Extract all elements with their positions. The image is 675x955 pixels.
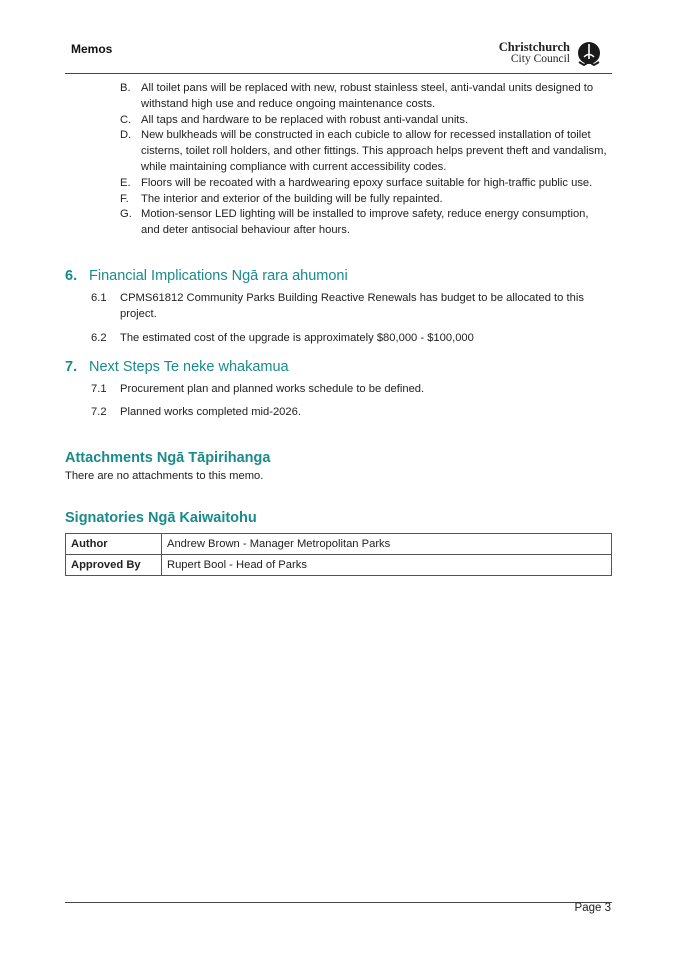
list-letter: D. [120,129,132,142]
list-item [120,192,610,208]
table-row [66,534,612,555]
list-item [120,113,610,129]
table-value: Rupert Bool - Head of Parks [162,555,612,576]
list-letter: E. [120,176,131,189]
item-text: Procurement plan and planned works schedule to be defined. [120,383,425,395]
logo-line1: Christchurch [498,40,570,54]
section-number: 6. [65,268,78,284]
table-key: Approved By [66,555,162,576]
logo-text [499,41,570,65]
list-text: The interior and exterior of the building will be fully repainted. [141,192,443,205]
list-letter: G. [120,208,132,221]
section-title: Next Steps Te neke whakamua [89,359,289,375]
ccc-emblem-icon [576,41,602,67]
attachments-text: There are no attachments to this memo. [65,470,264,482]
item-text: The estimated cost of the upgrade is approximately $80,000 - $100,000 [120,331,474,344]
logo-line2: City Council [510,53,570,65]
item-number: 7.1 [91,383,107,395]
council-logo [498,41,602,69]
list-item [91,291,611,323]
list-item [120,207,610,239]
list-text: Floors will be recoated with a hardwearing epoxy surface suitable for high-traffic public use. [141,176,593,189]
list-letter: B. [120,82,131,94]
list-item [91,331,611,347]
item-text: Planned works completed mid-2026. [120,405,301,418]
list-item [120,81,610,113]
table-row [66,555,612,576]
list-text: New bulkheads will be constructed in each cubicle to allow for recessed installation of toilet cisterns, toilet roll holders, and other fittings. This approach helps prevent theft and vandalism, while maintaining compliance with current accessibility codes. [141,129,607,173]
list-text: Motion-sensor LED lighting will be installed to improve safety, reduce energy consumption, and deter antisocial behaviour after hours. [141,208,589,237]
section-title: Financial Implications Ngā rara ahumoni [89,268,348,284]
section-6-list [91,291,611,346]
item-number: 6.2 [91,331,107,344]
attachments-heading: Attachments Ngā Tāpirihanga [65,450,271,466]
lettered-list [120,81,610,239]
header-rule [65,73,612,74]
list-item [91,405,611,421]
item-number: 6.1 [91,292,107,304]
footer-rule [65,902,612,903]
list-text: All toilet pans will be replaced with new, robust stainless steel, anti-vandal units designed to withstand high use and reduce ongoing maintenance costs. [141,82,594,110]
item-text: CPMS61812 Community Parks Building Reactive Renewals has budget to be allocated to this project. [120,292,584,320]
list-item [120,128,610,175]
list-text: All taps and hardware to be replaced with robust anti-vandal units. [141,113,469,126]
section-7-heading [65,359,289,375]
header-title: Memos [71,42,113,56]
signatories-table [65,533,612,576]
list-letter: F. [120,192,129,205]
section-7-list [91,382,611,421]
list-item [91,382,611,398]
page-number: Page 3 [574,902,611,914]
list-letter: C. [120,113,132,126]
section-number: 7. [65,359,78,375]
table-value: Andrew Brown - Manager Metropolitan Parks [162,534,612,555]
table-key: Author [66,534,162,555]
signatories-heading: Signatories Ngā Kaiwaitohu [65,510,257,526]
item-number: 7.2 [91,405,107,418]
list-item [120,176,610,192]
section-6-heading [65,268,348,284]
